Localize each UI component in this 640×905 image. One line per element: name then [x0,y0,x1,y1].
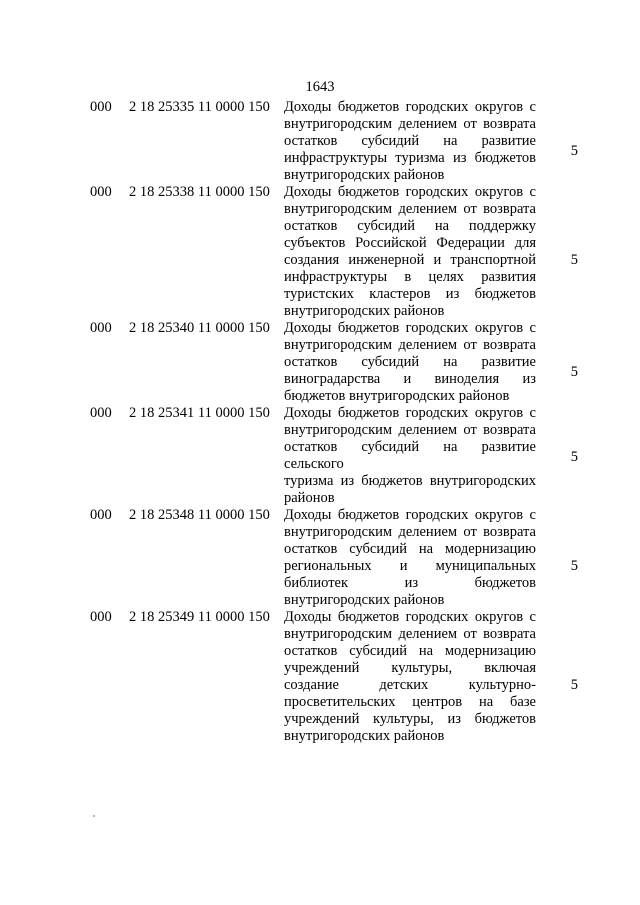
description-line: внутригородским делением от возврата [284,524,536,540]
income-description [284,405,536,507]
income-description [284,507,536,609]
description-line: остатков субсидий на развитие [284,133,536,149]
description-line: Доходы бюджетов городских округов с [284,507,536,523]
description-line: создания инженерной и транспортной [284,252,536,268]
income-description [284,320,536,405]
description-line: учреждений культуры, из бюджетов [284,711,536,727]
scan-speck [93,815,95,817]
description-line: остатков субсидий на развитие сельского [284,439,536,472]
admin-code: 000 [90,99,112,115]
description-line: внутригородским делением от возврата [284,116,536,132]
table-row [0,609,640,745]
income-description [284,184,536,320]
description-line: внутригородских районов [284,303,445,319]
amount-value: 5 [570,364,578,380]
description-line: остатков субсидий на поддержку [284,218,536,234]
description-line: Доходы бюджетов городских округов с [284,320,536,336]
budget-classification-code: 2 18 25335 11 0000 150 [129,99,270,115]
budget-classification-code: 2 18 25349 11 0000 150 [129,609,270,625]
description-line: просветительских центров на базе [284,694,536,710]
budget-classification-code: 2 18 25341 11 0000 150 [129,405,270,421]
table-row [0,99,640,184]
description-line: Доходы бюджетов городских округов с [284,405,536,421]
amount-value: 5 [570,558,578,574]
admin-code: 000 [90,320,112,336]
description-line: остатков субсидий на развитие [284,354,536,370]
description-line: субъектов Российской Федерации для [284,235,536,251]
income-classification-table [0,99,640,745]
income-description [284,99,536,184]
description-line: внутригородских районов [284,728,445,744]
page-number: 1643 [305,79,335,95]
table-row [0,320,640,405]
income-description [284,609,536,745]
admin-code: 000 [90,184,112,200]
description-line: инфраструктуры в целях развития [284,269,536,285]
description-line: внутригородских районов [284,592,445,608]
admin-code: 000 [90,405,112,421]
description-line: туристских кластеров из бюджетов [284,286,536,302]
description-line: бюджетов внутригородских районов [284,388,510,404]
description-line: инфраструктуры туризма из бюджетов [284,150,536,166]
description-line: внутригородским делением от возврата [284,201,536,217]
description-line: региональных и муниципальных [284,558,536,574]
description-line: туризма из бюджетов внутригородских [284,473,536,489]
description-line: учреждений культуры, включая [284,660,536,676]
description-line: внутригородским делением от возврата [284,626,536,642]
amount-value: 5 [570,143,578,159]
table-row [0,405,640,507]
budget-classification-code: 2 18 25338 11 0000 150 [129,184,270,200]
description-line: внутригородских районов [284,167,445,183]
budget-classification-code: 2 18 25340 11 0000 150 [129,320,270,336]
description-line: остатков субсидий на модернизацию [284,643,536,659]
description-line: районов [284,490,335,506]
table-row [0,507,640,609]
description-line: создание детских культурно- [284,677,536,693]
amount-value: 5 [570,677,578,693]
description-line: Доходы бюджетов городских округов с [284,99,536,115]
amount-value: 5 [570,449,578,465]
admin-code: 000 [90,609,112,625]
description-line: Доходы бюджетов городских округов с [284,609,536,625]
description-line: внутригородским делением от возврата [284,337,536,353]
admin-code: 000 [90,507,112,523]
description-line: Доходы бюджетов городских округов с [284,184,536,200]
description-line: остатков субсидий на модернизацию [284,541,536,557]
description-line: виноградарства и виноделия из [284,371,536,387]
amount-value: 5 [570,252,578,268]
budget-classification-code: 2 18 25348 11 0000 150 [129,507,270,523]
table-row [0,184,640,320]
description-line: библиотек из бюджетов [284,575,536,591]
description-line: внутригородским делением от возврата [284,422,536,438]
